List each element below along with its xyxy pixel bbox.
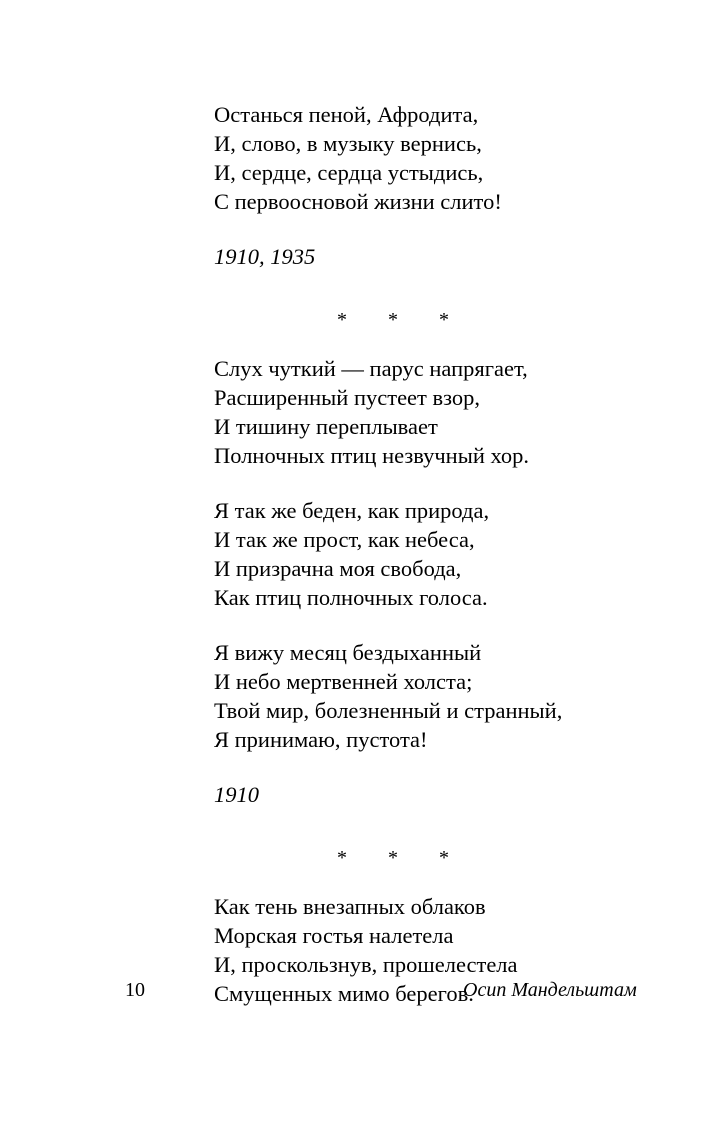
poem-line: Слух чуткий — парус напрягает,	[214, 356, 528, 381]
poem-stanza	[214, 354, 634, 470]
poem-separator: * * *	[337, 309, 467, 331]
poem-line: Я принимаю, пустота!	[214, 727, 428, 752]
poem-stanza	[214, 496, 634, 612]
poem-line: Морская гостья налетела	[214, 923, 454, 948]
poem-line: С первоосновой жизни слито!	[214, 189, 502, 214]
poem-date: 1910, 1935	[214, 244, 316, 269]
poem-line: Останься пеной, Афродита,	[214, 102, 479, 127]
poem-line: Твой мир, болезненный и странный,	[214, 698, 563, 723]
poem-line: Как тень внезапных облаков	[214, 894, 486, 919]
running-footer-author: Осип Мандельштам	[463, 979, 637, 1001]
poem-line: Полночных птиц незвучный хор.	[214, 443, 530, 468]
poem-line: Я так же беден, как природа,	[214, 498, 490, 523]
poem-line: И тишину переплывает	[214, 414, 438, 439]
poem-line: И, проскользнув, прошелестела	[214, 952, 518, 977]
poem-line: Смущенных мимо берегов.	[214, 981, 474, 1006]
page-text	[214, 100, 634, 1034]
poem-line: Как птиц полночных голоса.	[214, 585, 488, 610]
page-number: 10	[125, 979, 145, 1001]
poem-line: И призрачна моя свобода,	[214, 556, 462, 581]
poem-date: 1910	[214, 782, 259, 807]
poem-line: И, слово, в музыку вернись,	[214, 131, 482, 156]
poem-separator: * * *	[337, 847, 467, 869]
poem-line: И, сердце, сердца устыдись,	[214, 160, 484, 185]
poem-line: Расширенный пустеет взор,	[214, 385, 481, 410]
poem-fragment-stanza	[214, 100, 634, 216]
poem-line: И небо мертвенней холста;	[214, 669, 473, 694]
poem-line: Я вижу месяц бездыханный	[214, 640, 482, 665]
poem-stanza	[214, 638, 634, 754]
poem-line: И так же прост, как небеса,	[214, 527, 475, 552]
